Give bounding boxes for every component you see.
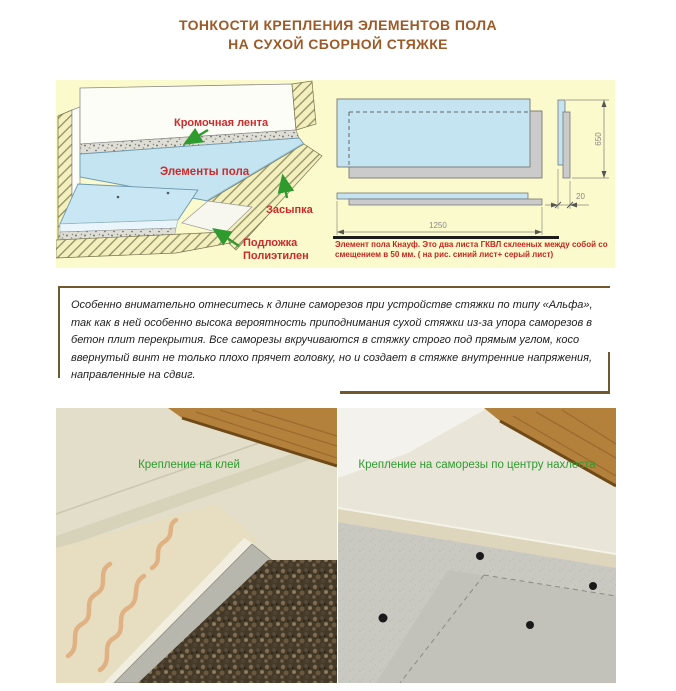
note-border-right [608,352,610,394]
screw-head [589,582,597,590]
dim-length-value: 1250 [429,221,447,230]
page-title [0,16,676,54]
photo-glue-fastening [56,408,337,683]
blue-sheet-side-view [337,193,528,199]
screw-dot [167,192,170,195]
page-title-line2: НА СУХОЙ СБОРНОЙ СТЯЖКЕ [228,36,448,52]
blue-sheet-top-view [337,99,530,167]
lower-floor-panel [60,184,198,224]
photos-row [56,408,616,683]
screw-dot [117,196,120,199]
note-border-top [58,286,610,288]
dim-thickness-value: 20 [576,192,585,201]
diagram-panel [56,80,615,268]
note-border-bottom [340,391,610,394]
right-wall-hatch [292,81,316,130]
tech-drawing-caption: Элемент пола Кнауф. Это два листа ГКВЛ склееных между собой со смещением в 50 мм. ( на рис. синий лист+ серый лист) [335,240,608,260]
ground-line [333,236,559,239]
floor-elements-label: Элементы пола [160,166,250,178]
photo-screw-fastening [338,408,616,683]
screw-head [526,621,534,629]
dim-height-value: 650 [594,132,603,146]
note-box [58,286,610,394]
underlay-label-line1: Подложка [243,237,298,249]
screw-photo-label: Крепление на саморезы по центру нахлеста [358,459,596,471]
screw-head [379,614,388,623]
edge-band-label: Кромочная лента [174,117,269,129]
floor-element-technical-drawing [333,85,613,243]
fill-label: Засыпка [266,204,313,216]
page-title-line1: ТОНКОСТИ КРЕПЛЕНИЯ ЭЛЕМЕНТОВ ПОЛА [178,17,497,33]
gray-sheet-end-view [563,112,570,178]
gray-sheet-side-view [349,199,542,205]
underlay-label-line2: Полиэтилен [243,250,309,262]
note-text: Особенно внимательно отнеситесь к длине саморезов при устройстве стяжки по типу «Альфа», так как в ней особенно высока вероятность приподнимания сухой стяжки из-за упора саморезов в бетон плит перекрытия. Все саморезы вкручиваются в стяжку строго под прямым углом, косо ввернутый винт не только плохо прячет головку, но и создает в стяжке внутренние напряжения, направленные на сдвиг. [71,299,593,381]
note-border-left [58,286,60,378]
screw-head [476,552,484,560]
floor-assembly-3d-diagram [56,80,338,268]
glue-photo-label: Крепление на клей [138,459,240,471]
